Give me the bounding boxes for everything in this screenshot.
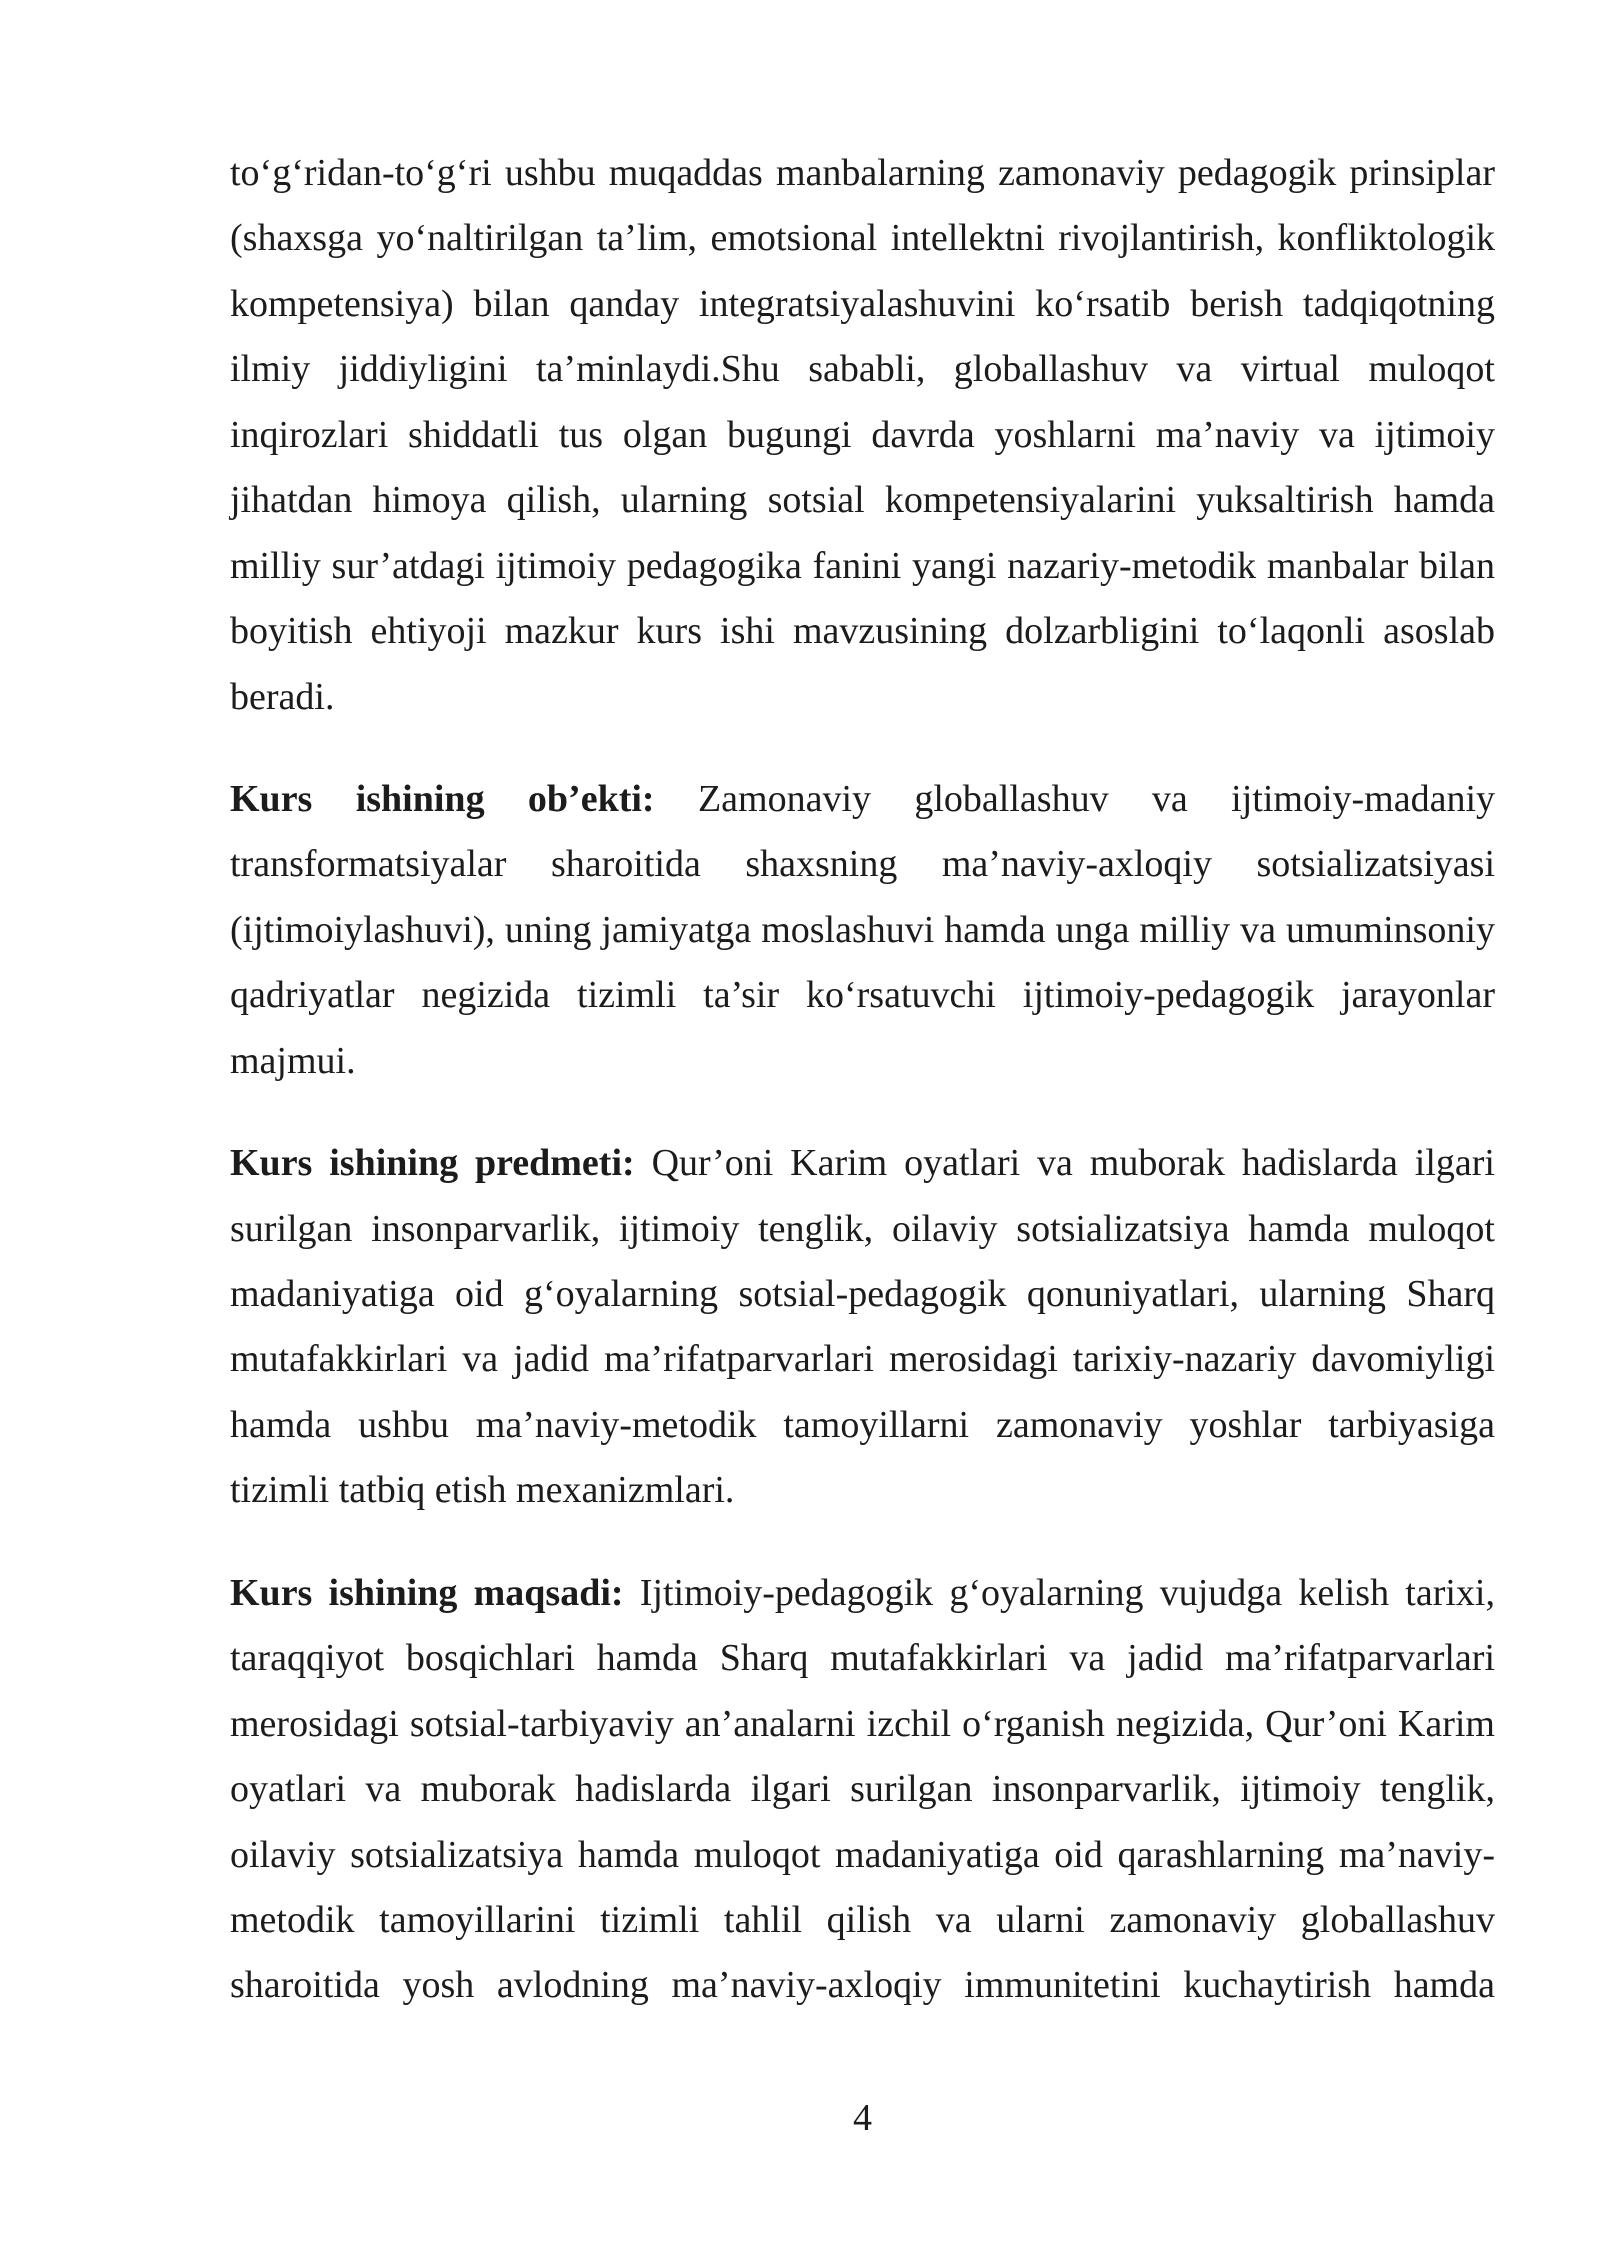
text-line: transformatsiyalar sharoitida shaxsning ma’naviy-axloqiy sotsializatsiyasi (230, 843, 1495, 886)
paragraph-object (230, 767, 1495, 1094)
text-line: surilgan insonparvarlik, ijtimoiy tenglik, oilaviy sotsializatsiya hamda muloqot (230, 1207, 1495, 1250)
text-line: oyatlari va muborak hadislarda ilgari surilgan insonparvarlik, ijtimoiy tenglik, (230, 1768, 1495, 1811)
text-line: metodik tamoyillarini tizimli tahlil qilish va ularni zamonaviy globallashuv (230, 1898, 1495, 1941)
paragraph-subject (230, 1131, 1495, 1524)
text-line: majmui. (230, 1039, 356, 1082)
text-line (230, 767, 1495, 832)
text-line (230, 1561, 1495, 1626)
text-line: milliy sur’atdagi ijtimoiy pedagogika fanini yangi nazariy-metodik manbalar bilan (230, 544, 1495, 587)
text-line: ilmiy jiddiyligini ta’minlaydi.Shu sababli, globallashuv va virtual muloqot (230, 348, 1495, 391)
text-line: tizimli tatbiq etish mexanizmlari. (230, 1469, 735, 1512)
text-line: beradi. (230, 675, 335, 718)
paragraph-label: Kurs ishining predmeti: (230, 1142, 635, 1185)
text-line-content: Qur’oni Karim oyatlari va muborak hadislarda ilgari (651, 1142, 1495, 1185)
text-line: madaniyatiga oid g‘oyalarning sotsial-pedagogik qonuniyatlari, ularning Sharq (230, 1273, 1495, 1315)
text-line: (ijtimoiylashuvi), uning jamiyatga moslashuvi hamda unga milliy va umuminsoniy (230, 908, 1495, 951)
page-body (230, 141, 1495, 2056)
text-line: oilaviy sotsializatsiya hamda muloqot madaniyatiga oid qarashlarning ma’naviy- (230, 1833, 1495, 1876)
text-line: kompetensiya) bilan qanday integratsiyalashuvini ko‘rsatib berish tadqiqotning (230, 282, 1495, 325)
paragraph-relevance (230, 141, 1495, 730)
text-line (230, 1131, 1495, 1196)
paragraph-label: Kurs ishining maqsadi: (230, 1571, 624, 1614)
text-line: (shaxsga yo‘naltirilgan ta’lim, emotsional intellektni rivojlantirish, konfliktologik (230, 217, 1495, 260)
text-line: jihatdan himoya qilish, ularning sotsial kompetensiyalarini yuksaltirish hamda (230, 479, 1495, 522)
text-line: merosidagi sotsial-tarbiyaviy an’analarni izchil o‘rganish negizida, Qur’oni Karim (230, 1702, 1495, 1745)
text-line: mutafakkirlari va jadid ma’rifatparvarlari merosidagi tarixiy-nazariy davomiyligi (230, 1338, 1495, 1381)
paragraph-goal (230, 1561, 1495, 2019)
text-line: qadriyatlar negizida tizimli ta’sir ko‘rsatuvchi ijtimoiy-pedagogik jarayonlar (230, 974, 1495, 1017)
text-line: boyitish ehtiyoji mazkur kurs ishi mavzusining dolzarbligini to‘laqonli asoslab (230, 610, 1495, 653)
text-line: taraqqiyot bosqichlari hamda Sharq mutafakkirlari va jadid ma’rifatparvarlari (230, 1637, 1495, 1680)
text-line: to‘g‘ridan-to‘g‘ri ushbu muqaddas manbalarning zamonaviy pedagogik prinsiplar (230, 152, 1495, 194)
text-line: inqirozlari shiddatli tus olgan bugungi davrda yoshlarni ma’naviy va ijtimoiy (230, 413, 1495, 456)
text-line: sharoitida yosh avlodning ma’naviy-axloqiy immunitetini kuchaytirish hamda (230, 1964, 1495, 2007)
page-number: 4 (853, 2097, 872, 2139)
text-line-content: Ijtimoiy-pedagogik g‘oyalarning vujudga kelish tarixi, (639, 1571, 1495, 1614)
paragraph-label: Kurs ishining ob’ekti: (230, 777, 655, 820)
text-line-content: Zamonaviy globallashuv va ijtimoiy-madaniy (697, 777, 1495, 820)
text-line: hamda ushbu ma’naviy-metodik tamoyillarni zamonaviy yoshlar tarbiyasiga (230, 1403, 1495, 1446)
